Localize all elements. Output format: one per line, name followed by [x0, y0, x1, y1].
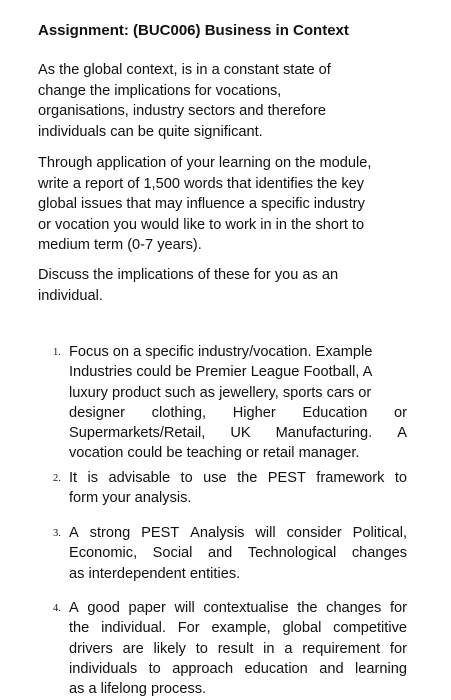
paragraph-line: change the implications for vocations,: [38, 82, 282, 99]
list-item-line: [69, 403, 407, 423]
word: advisable: [108, 470, 171, 486]
list-item-line: [69, 543, 407, 563]
paragraph-line: or vocation you would like to work in in the short to: [38, 216, 365, 233]
word: global: [282, 620, 322, 637]
word: Analysis: [190, 525, 245, 541]
word: in: [263, 640, 275, 657]
paragraph-line: Discuss the implications of these for you as an: [38, 267, 339, 283]
word: clothing,: [151, 404, 207, 421]
word: use: [203, 470, 227, 486]
word: education: [244, 660, 308, 677]
word: learning: [355, 660, 407, 677]
assignment-title: Assignment: (BUC006) Business in Context: [38, 22, 349, 39]
list-item-number: 3.: [53, 528, 61, 539]
paragraph-line: organisations, industry sectors and therefore: [38, 103, 326, 119]
word: Economic,: [69, 545, 138, 562]
word: likely: [153, 640, 186, 657]
word: example,: [211, 620, 271, 637]
word: will: [255, 525, 276, 541]
paragraph-line: write a report of 1,500 words that identifies the key: [38, 175, 365, 192]
paragraph-line: global issues that may influence a specific industry: [38, 196, 365, 212]
word: good: [87, 600, 120, 616]
word: A: [69, 600, 79, 616]
word: strong: [89, 525, 131, 541]
word: drivers: [69, 640, 113, 657]
list-item-number: 4.: [53, 603, 61, 614]
word: Education: [302, 404, 368, 421]
word: result: [217, 640, 254, 657]
word: to: [394, 470, 407, 486]
list-item-line: form your analysis.: [69, 490, 192, 507]
word: Technological: [247, 545, 337, 562]
paragraph-line: individuals can be quite significant.: [38, 123, 263, 140]
word: A: [397, 425, 407, 442]
word: individual.: [101, 620, 166, 637]
word: to: [195, 640, 208, 657]
list-item-line-text: Focus on a specific industry/vocation. Example: [69, 344, 373, 360]
word: the: [69, 620, 90, 637]
list-item-line: [69, 639, 407, 659]
word: competitive: [333, 620, 407, 637]
list-item-number: 2.: [53, 473, 61, 484]
word: requirement: [302, 640, 381, 657]
word: For: [177, 620, 200, 637]
list-item-line: [69, 423, 407, 443]
word: individuals: [69, 660, 138, 677]
word: approach: [172, 660, 234, 677]
discuss-paragraph: [38, 265, 418, 306]
word: Social: [152, 545, 193, 562]
word: is: [87, 470, 99, 486]
list-item-text: [69, 468, 407, 509]
paragraph-line: As the global context, is in a constant state of: [38, 62, 331, 78]
list-item-line: luxury product such as jewellery, sports cars or: [69, 384, 372, 401]
list-item-line: vocation could be teaching or retail manager.: [69, 445, 360, 462]
list-item-line: [69, 659, 407, 679]
list-item-line: [69, 598, 407, 618]
paragraph-line: individual.: [38, 287, 103, 304]
list-item-line: as interdependent entities.: [69, 565, 241, 582]
word: the: [237, 470, 258, 486]
list-item-text: [69, 342, 407, 464]
word: and: [319, 660, 344, 677]
word: and: [207, 545, 233, 562]
word: to: [180, 470, 193, 486]
list-item-text: [69, 598, 407, 699]
word: the: [297, 600, 318, 616]
word: will: [174, 600, 195, 616]
word: changes: [326, 600, 382, 616]
word: A: [69, 525, 79, 541]
intro-paragraph: [38, 60, 418, 142]
word: PEST: [141, 525, 180, 541]
word: are: [122, 640, 144, 657]
word: PEST: [267, 470, 306, 486]
word: consider: [286, 525, 342, 541]
word: designer: [69, 404, 125, 421]
word: Supermarkets/Retail,: [69, 425, 206, 442]
list-item-line: Industries could be Premier League Football, A: [69, 364, 373, 381]
list-item-line: as a lifelong process.: [69, 681, 207, 698]
paragraph-line: Through application of your learning on the module,: [38, 155, 372, 171]
word: Manufacturing.: [275, 425, 373, 442]
word: Higher: [232, 404, 276, 421]
word: UK: [230, 425, 251, 442]
paragraph-line: medium term (0-7 years).: [38, 237, 202, 253]
word: to: [148, 660, 161, 677]
word: a: [284, 640, 293, 657]
word: contextualise: [203, 600, 289, 616]
word: for: [389, 640, 407, 657]
list-item-text: [69, 523, 407, 584]
list-item-number: 1.: [53, 347, 61, 358]
list-item-line: [69, 618, 407, 638]
word: changes: [351, 545, 407, 562]
list-item-line: [69, 523, 407, 543]
word: for: [389, 600, 407, 616]
task-paragraph: [38, 153, 418, 256]
list-item-line: [69, 468, 407, 488]
word: framework: [316, 470, 385, 486]
word: paper: [128, 600, 166, 616]
word: It: [69, 470, 78, 486]
word: or: [394, 404, 407, 421]
word: Political,: [352, 525, 407, 541]
list-item-line: [69, 342, 407, 362]
